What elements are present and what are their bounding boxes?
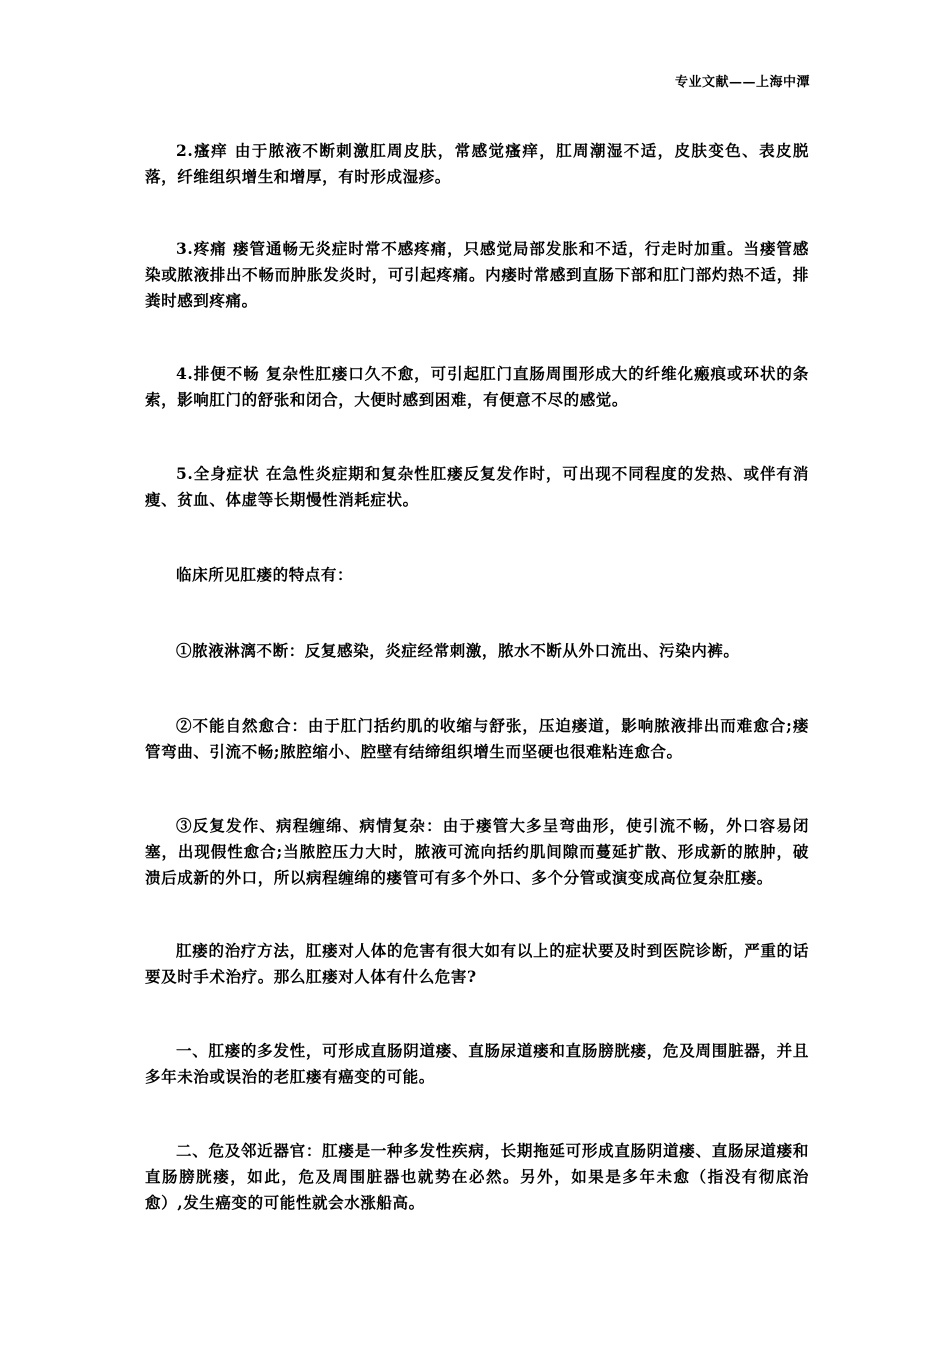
paragraph-systemic-symptoms: 5.全身症状 在急性炎症期和复杂性肛瘘反复发作时，可出现不同程度的发热、或伴有消瘦、贫血、体虚等长期慢性消耗症状。 xyxy=(145,464,809,509)
paragraph-feature-1: ①脓液淋漓不断：反复感染，炎症经常刺激，脓水不断从外口流出、污染内裤。 xyxy=(176,641,740,660)
paragraph-features-intro: 临床所见肛瘘的特点有： xyxy=(176,565,354,584)
paragraph-harm-1: 一、肛瘘的多发性，可形成直肠阴道瘘、直肠尿道瘘和直肠膀胱瘘，危及周围脏器，并且多年未治或误治的老肛瘘有癌变的可能。 xyxy=(145,1041,809,1086)
page-header: 专业文献——上海中潭 xyxy=(674,75,810,90)
paragraph-feature-3: ③反复发作、病程缠绵、病情复杂：由于瘘管大多呈弯曲形，使引流不畅，外口容易闭塞，出现假性愈合;当脓腔压力大时，脓液可流向括约肌间隙而蔓延扩散、形成新的脓肿，破溃后成新的外口，所以病程缠绵的瘘管可有多个外口、多个分管或演变成高位复杂肛瘘。 xyxy=(145,816,809,887)
paragraph-itching: 2.瘙痒 由于脓液不断刺激肛周皮肤，常感觉瘙痒，肛周潮湿不适，皮肤变色、表皮脱落，纤维组织增生和增厚，有时形成湿疹。 xyxy=(145,141,809,186)
paragraph-treatment: 肛瘘的治疗方法，肛瘘对人体的危害有很大如有以上的症状要及时到医院诊断，严重的话要及时手术治疗。那么肛瘘对人体有什么危害? xyxy=(145,941,809,986)
paragraph-pain: 3.疼痛 瘘管通畅无炎症时常不感疼痛，只感觉局部发胀和不适，行走时加重。当瘘管感染或脓液排出不畅而肿胀发炎时，可引起疼痛。内瘘时常感到直肠下部和肛门部灼热不适，排粪时感到疼痛。 xyxy=(145,239,809,310)
paragraph-defecation: 4.排便不畅 复杂性肛瘘口久不愈，可引起肛门直肠周围形成大的纤维化瘢痕或环状的条索，影响肛门的舒张和闭合，大便时感到困难，有便意不尽的感觉。 xyxy=(145,364,809,409)
paragraph-harm-2: 二、危及邻近器官：肛瘘是一种多发性疾病，长期拖延可形成直肠阴道瘘、直肠尿道瘘和直肠膀胱瘘，如此，危及周围脏器也就势在必然。另外，如果是多年未愈（指没有彻底治愈）,发生癌变的可能性就会水涨船高。 xyxy=(145,1141,809,1212)
paragraph-feature-2: ②不能自然愈合：由于肛门括约肌的收缩与舒张，压迫瘘道，影响脓液排出而难愈合;瘘管弯曲、引流不畅;脓腔缩小、腔壁有结缔组织增生而坚硬也很难粘连愈合。 xyxy=(145,716,809,761)
